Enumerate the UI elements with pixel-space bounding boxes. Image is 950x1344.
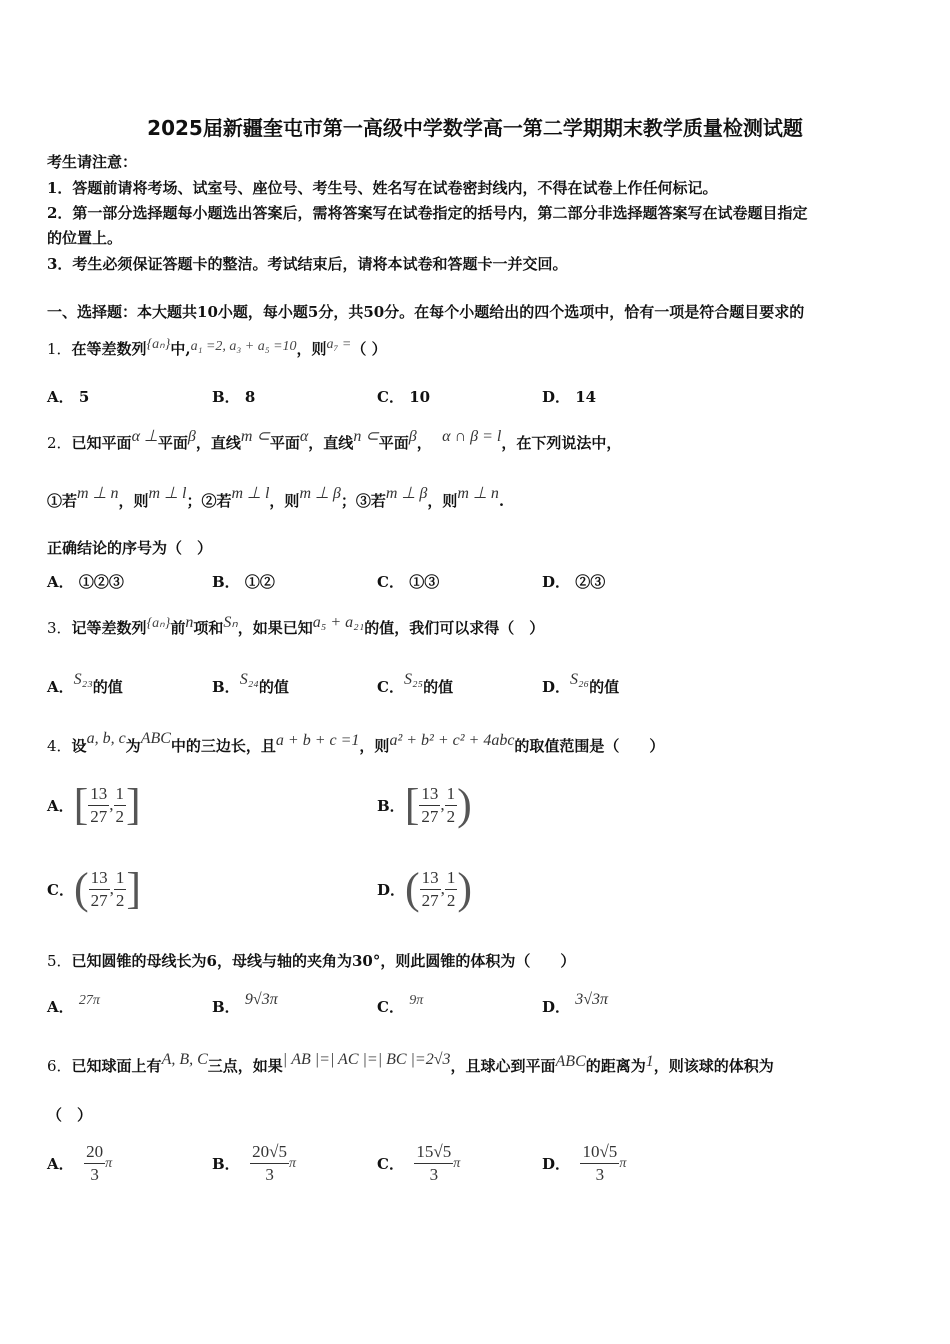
text-fragment: 平面 xyxy=(157,434,188,452)
q4-option-c[interactable] xyxy=(47,865,141,913)
q2-option-a[interactable] xyxy=(47,571,124,592)
fraction xyxy=(580,1141,619,1186)
text-fragment: ，则该球的体积为 xyxy=(653,1057,774,1075)
fraction-denominator: 3 xyxy=(429,1165,439,1184)
fraction xyxy=(88,783,109,828)
text-fragment: 前 xyxy=(170,619,186,637)
interval-bracket: ] xyxy=(126,864,142,913)
math-expression: π xyxy=(288,1155,296,1171)
text-fragment: 的距离为 xyxy=(585,1057,646,1075)
text-fragment: 10 xyxy=(409,388,431,406)
question-number: 6． xyxy=(47,1057,72,1075)
question-number: 1． xyxy=(47,340,72,358)
math-expression: α ⊥ xyxy=(131,428,158,445)
fraction-numerator: 15√5 xyxy=(414,1141,453,1164)
math-expression: m ⊥ n xyxy=(77,485,119,502)
math-expression: Sₙ xyxy=(223,614,238,631)
math-expression: ABC xyxy=(140,730,171,747)
fraction-denominator: 2 xyxy=(446,806,456,826)
q6-paren: （ ） xyxy=(47,1106,93,1124)
text-fragment: D． xyxy=(542,998,571,1016)
text-fragment: B． xyxy=(212,998,240,1016)
q1-option-c[interactable] xyxy=(377,386,430,407)
interval-bracket: [ xyxy=(404,780,420,829)
fraction-denominator: 3 xyxy=(595,1165,605,1184)
text-fragment: 的值，我们可以求得（ ） xyxy=(364,619,545,637)
text-fragment: C． xyxy=(377,678,404,696)
text-fragment: 5 xyxy=(78,388,90,406)
question-4 xyxy=(47,730,665,756)
math-expression: m ⊂ xyxy=(240,428,270,445)
q4-option-d[interactable] xyxy=(377,865,472,913)
math-expression: 9π xyxy=(409,993,424,1008)
fraction-denominator: 2 xyxy=(446,890,456,910)
q5-option-b[interactable] xyxy=(212,991,278,1017)
fraction-denominator: 2 xyxy=(115,890,125,910)
interval-bracket: ( xyxy=(73,864,89,913)
math-expression: α xyxy=(299,428,309,445)
q3-option-b[interactable] xyxy=(212,671,289,697)
text-fragment: C． xyxy=(377,998,404,1016)
question-number: 3． xyxy=(47,619,72,637)
page-title: 2025届新疆奎屯市第一高级中学数学高一第二学期期末教学质量检测试题 xyxy=(147,116,803,140)
fraction-numerator: 13 xyxy=(419,783,440,806)
q1-text: ，则 xyxy=(296,340,327,358)
math-expression: π xyxy=(105,1155,113,1171)
interval xyxy=(74,781,141,829)
q3-option-a[interactable] xyxy=(47,671,123,697)
q1-text: 在等差数列 xyxy=(71,340,147,358)
q1-option-d[interactable] xyxy=(542,386,596,407)
q1-text: 中, xyxy=(170,340,191,358)
text-fragment: C． xyxy=(377,388,404,406)
text-fragment: 已知圆锥的母线长为6，母线与轴的夹角为30°，则此圆锥的体积为（ ） xyxy=(71,952,576,970)
text-fragment: D． xyxy=(542,1155,571,1173)
math-expression: 3√3π xyxy=(575,991,609,1008)
notice-item-2-cont: 的位置上。 xyxy=(47,229,123,247)
q6-option-b[interactable] xyxy=(212,1141,296,1186)
text-fragment: B． xyxy=(212,573,240,591)
text-fragment: D． xyxy=(542,388,571,406)
q6-option-c[interactable] xyxy=(377,1141,460,1186)
text-fragment: D． xyxy=(377,880,406,899)
q5-option-d[interactable] xyxy=(542,991,609,1017)
fraction xyxy=(445,783,458,828)
text-fragment: 8 xyxy=(244,388,256,406)
text-fragment: A． xyxy=(47,573,74,591)
question-1 xyxy=(47,338,387,359)
text-fragment: 的值 xyxy=(258,678,289,696)
math-expression: π xyxy=(619,1155,627,1171)
math-expression: 9√3π xyxy=(244,991,278,1008)
text-fragment: ；③若 xyxy=(340,492,386,510)
text-fragment: B． xyxy=(212,1155,240,1173)
text-fragment: ②③ xyxy=(575,573,606,591)
interval-bracket: ) xyxy=(457,780,472,829)
fraction-numerator: 13 xyxy=(420,867,441,890)
math-expression: a, b, c xyxy=(86,730,126,747)
fraction-numerator: 20 xyxy=(84,1141,105,1164)
interval-bracket: ( xyxy=(405,864,420,913)
text-fragment: 设 xyxy=(71,737,87,755)
q3-option-d[interactable] xyxy=(542,671,620,697)
q5-option-c[interactable] xyxy=(377,993,424,1017)
fraction-denominator: 27 xyxy=(90,890,108,910)
q2-option-b[interactable] xyxy=(212,571,275,592)
q2-option-d[interactable] xyxy=(542,571,605,592)
text-fragment: , xyxy=(440,795,445,814)
question-2 xyxy=(47,428,622,453)
math-expression: ABC xyxy=(555,1053,586,1070)
text-fragment: D． xyxy=(542,573,571,591)
fraction-denominator: 27 xyxy=(90,806,108,826)
math-expression: S₂₅ xyxy=(403,671,424,688)
fraction-denominator: 27 xyxy=(421,806,439,826)
text-fragment: ，直线 xyxy=(308,434,354,452)
text-fragment: C． xyxy=(377,573,404,591)
fraction-numerator: 1 xyxy=(445,783,458,806)
text-fragment: C． xyxy=(377,1155,404,1173)
math-expression: A, B, C xyxy=(161,1051,208,1068)
math-expression: π xyxy=(453,1155,461,1171)
text-fragment: ①③ xyxy=(409,573,440,591)
fraction-denominator: 27 xyxy=(421,890,439,910)
math-expression: a₅ + a₂₁ xyxy=(312,614,365,631)
text-fragment: A． xyxy=(47,1155,74,1173)
text-fragment: D． xyxy=(542,678,571,696)
text-fragment: 平面 xyxy=(269,434,300,452)
fraction-denominator: 3 xyxy=(90,1165,99,1184)
math-expression: a² + b² + c² + 4abc xyxy=(389,732,515,749)
fraction xyxy=(420,867,441,912)
fraction-numerator: 13 xyxy=(89,867,110,890)
text-fragment: , xyxy=(109,795,114,814)
q4-option-a[interactable] xyxy=(47,781,141,829)
fraction-numerator: 20√5 xyxy=(250,1141,289,1164)
text-fragment: 的值 xyxy=(423,678,454,696)
math-expression: S₂₄ xyxy=(239,671,259,688)
math-expression: 27π xyxy=(78,993,100,1008)
math-expression: m ⊥ β xyxy=(385,485,428,502)
text-fragment: ，如果已知 xyxy=(237,619,313,637)
math-expression: {aₙ} xyxy=(146,616,171,631)
text-fragment: A． xyxy=(47,998,74,1016)
q6-option-d[interactable] xyxy=(542,1141,626,1186)
question-5 xyxy=(47,950,575,971)
text-fragment: ，则 xyxy=(427,492,458,510)
math-expression: | AB |=| AC |=| BC |=2√3 xyxy=(282,1051,451,1068)
text-fragment: B． xyxy=(212,388,240,406)
text-fragment: 14 xyxy=(575,388,597,406)
fraction xyxy=(250,1141,289,1186)
text-fragment: ，则 xyxy=(269,492,300,510)
text-fragment: ， xyxy=(416,434,432,452)
fraction xyxy=(414,1141,453,1186)
section-heading: 一、选择题：本大题共10小题，每小题5分，共50分。在每个小题给出的四个选项中，恰有一项是符合题目要求的 xyxy=(47,303,805,321)
interval xyxy=(405,865,472,913)
math-expression: β xyxy=(187,428,196,445)
text-fragment: , xyxy=(109,879,114,898)
math-expression: α ∩ β = l xyxy=(442,428,502,445)
text-fragment: C． xyxy=(47,880,74,899)
text-fragment: ①②③ xyxy=(78,573,124,591)
text-fragment: ，在下列说法中， xyxy=(501,434,622,452)
text-fragment: 的值 xyxy=(92,678,123,696)
text-fragment: ；②若 xyxy=(186,492,232,510)
text-fragment: 项和 xyxy=(193,619,224,637)
text-fragment: A． xyxy=(47,388,74,406)
q6-option-a[interactable] xyxy=(47,1141,112,1186)
text-fragment: 为 xyxy=(125,737,141,755)
text-fragment: A． xyxy=(47,678,74,696)
math-expression: S₂₃ xyxy=(73,671,93,688)
question-number: 2． xyxy=(47,434,72,452)
q1-math-seq: {aₙ} xyxy=(146,337,171,352)
q2-statements xyxy=(47,485,505,511)
text-fragment: ，且球心到平面 xyxy=(450,1057,556,1075)
text-fragment: ，则 xyxy=(359,737,390,755)
notice-item-3: 3．考生必须保证答题卡的整洁。考试结束后，请将本试卷和答题卡一并交回。 xyxy=(47,255,568,273)
fraction xyxy=(445,867,458,912)
math-expression: n ⊂ xyxy=(353,428,379,445)
fraction-numerator: 10√5 xyxy=(580,1141,619,1164)
text-fragment: 已知平面 xyxy=(71,434,132,452)
math-expression: a + b + c =1 xyxy=(275,732,360,749)
interval xyxy=(405,781,472,829)
text-fragment: , xyxy=(440,879,445,898)
text-fragment: 三点，如果 xyxy=(207,1057,283,1075)
interval-bracket: ] xyxy=(126,780,141,829)
q1-paren: （ ） xyxy=(351,340,387,358)
q1-option-b[interactable] xyxy=(212,386,255,407)
text-fragment: 中的三边长，且 xyxy=(170,737,276,755)
interval-bracket: [ xyxy=(73,780,89,829)
text-fragment: ①若 xyxy=(47,492,78,510)
text-fragment: B． xyxy=(377,796,405,815)
question-3 xyxy=(47,614,545,638)
text-fragment: ，直线 xyxy=(195,434,241,452)
math-expression: m ⊥ l xyxy=(231,485,270,502)
interval xyxy=(74,865,141,913)
text-fragment: 的值 xyxy=(589,678,620,696)
interval-bracket: ) xyxy=(457,864,473,913)
fraction xyxy=(89,867,110,912)
math-expression: 1 xyxy=(645,1053,654,1070)
fraction-numerator: 1 xyxy=(445,867,458,890)
math-expression: n xyxy=(185,614,194,631)
fraction xyxy=(419,783,440,828)
fraction xyxy=(114,867,127,912)
question-number: 5． xyxy=(47,952,72,970)
q1-option-a[interactable] xyxy=(47,386,89,407)
math-expression: S₂₆ xyxy=(570,671,590,688)
question-number: 4． xyxy=(47,737,72,755)
q3-option-c[interactable] xyxy=(377,671,454,697)
math-expression: m ⊥ l xyxy=(148,485,187,502)
q1-math-cond: a₁ =2, a₃ + a₅ =10 xyxy=(190,339,297,354)
notice-heading: 考生请注意： xyxy=(47,153,138,171)
text-fragment: A． xyxy=(47,796,74,815)
q1-math-a7: a₇ = xyxy=(326,337,352,352)
notice-item-2: 2．第一部分选择题每小题选出答案后，需将答案写在试卷指定的括号内，第二部分非选择题答案写在试卷题目指定 xyxy=(47,204,808,222)
math-expression: m ⊥ β xyxy=(299,485,341,502)
q5-option-a[interactable] xyxy=(47,993,100,1017)
text-fragment: ①② xyxy=(244,573,275,591)
fraction-denominator: 3 xyxy=(265,1165,274,1184)
q4-option-b[interactable] xyxy=(377,781,472,829)
text-fragment: 的取值范围是（ ） xyxy=(514,737,665,755)
text-fragment: 平面 xyxy=(378,434,409,452)
question-6 xyxy=(47,1051,774,1076)
text-fragment: ，则 xyxy=(118,492,149,510)
text-fragment: . xyxy=(498,492,505,510)
fraction-numerator: 13 xyxy=(88,783,109,806)
math-expression: β xyxy=(408,428,417,445)
fraction xyxy=(84,1141,105,1186)
text-fragment: 记等差数列 xyxy=(71,619,147,637)
fraction xyxy=(114,783,127,828)
notice-item-1: 1．答题前请将考场、试室号、座位号、考生号、姓名写在试卷密封线内，不得在试卷上作任何标记。 xyxy=(47,179,718,197)
fraction-numerator: 1 xyxy=(114,867,127,890)
fraction-numerator: 1 xyxy=(114,783,127,806)
math-expression: m ⊥ n xyxy=(457,485,499,502)
fraction-denominator: 2 xyxy=(115,806,125,826)
text-fragment: 已知球面上有 xyxy=(71,1057,162,1075)
q2-option-c[interactable] xyxy=(377,571,439,592)
q2-prompt: 正确结论的序号为（ ） xyxy=(47,539,213,557)
text-fragment: B． xyxy=(212,678,240,696)
